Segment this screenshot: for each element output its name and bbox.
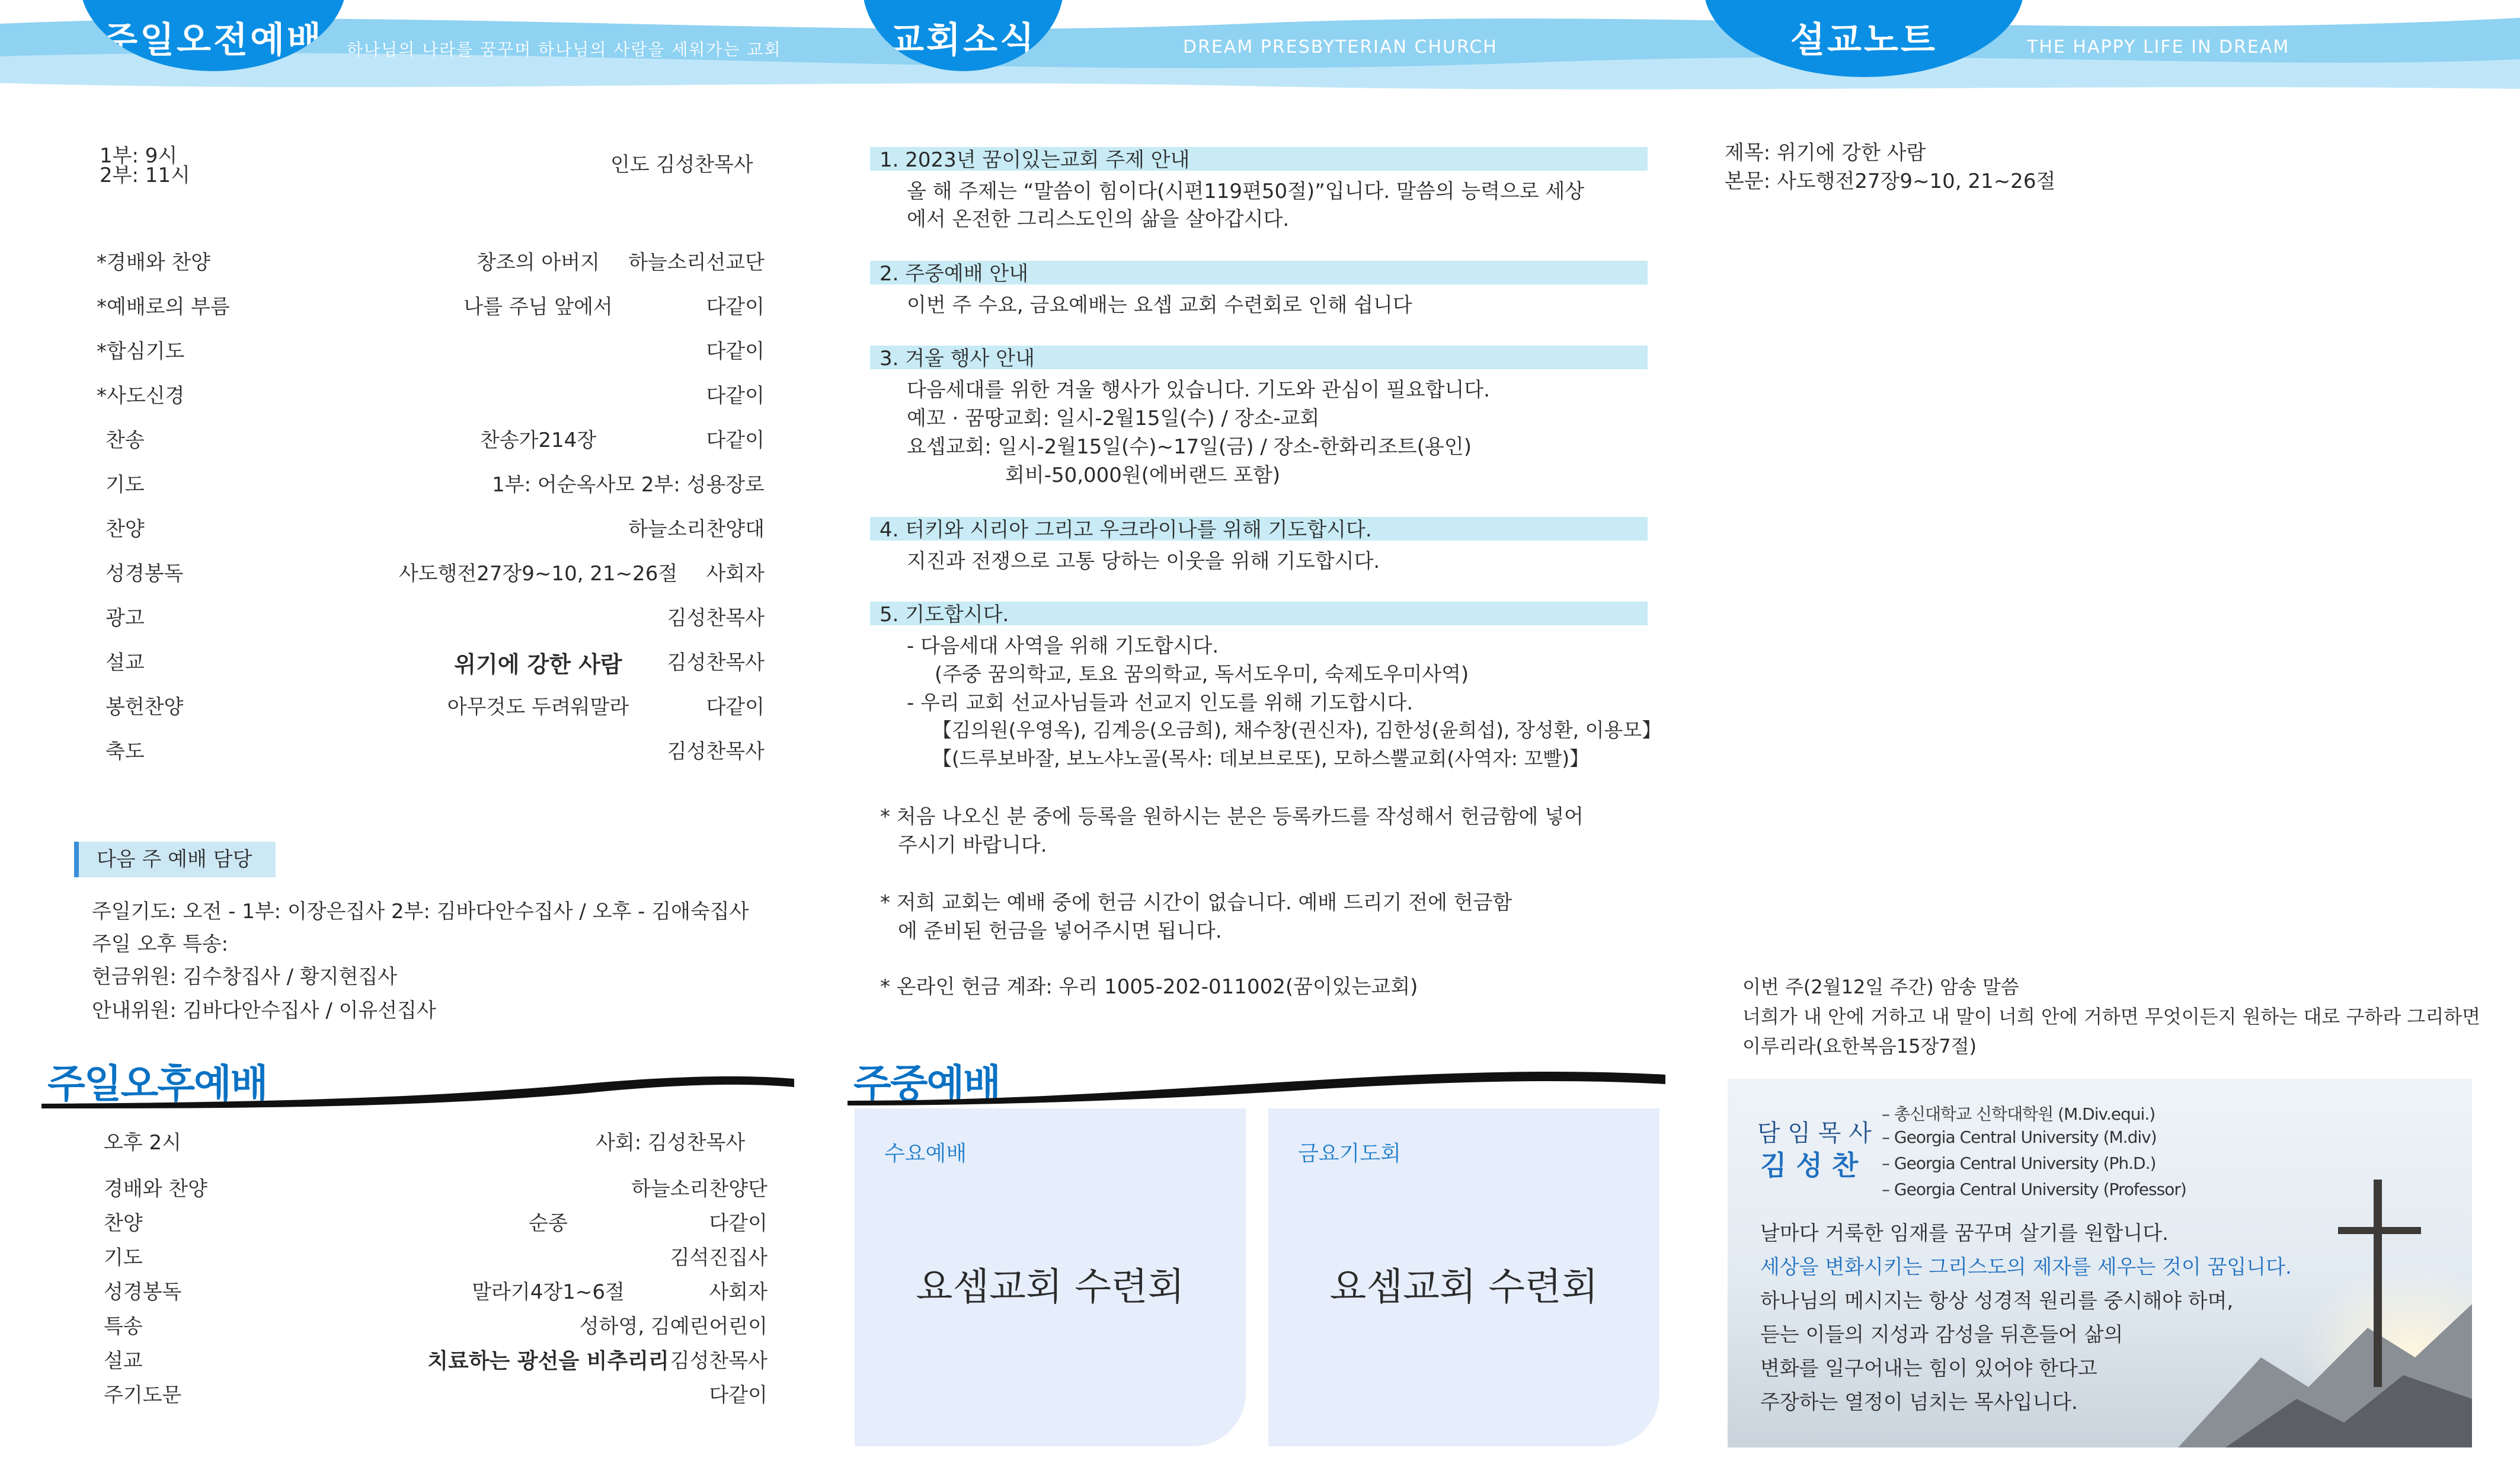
order-person: 김성찬목사	[670, 1349, 767, 1373]
order-label: 봉헌찬양	[105, 695, 184, 719]
notice-heading: 5. 기도합시다.	[870, 602, 1648, 625]
order-row	[105, 557, 765, 593]
notice-heading: 4. 터키와 시리아 그리고 우크라이나를 위해 기도합시다.	[870, 517, 1648, 541]
order-item: 말라기4장1~6절	[472, 1280, 625, 1304]
order-person: 성하영, 김예린어린이	[579, 1315, 767, 1338]
order-label: 축도	[105, 740, 145, 763]
wednesday-service-card	[855, 1108, 1246, 1446]
note-line: 주시기 바랍니다.	[898, 833, 1047, 857]
order-row	[97, 379, 765, 415]
order-item: 순종	[529, 1212, 568, 1235]
notice-heading: 3. 겨울 행사 안내	[870, 346, 1648, 369]
afternoon-swoosh	[41, 1067, 794, 1108]
order-label: 특송	[104, 1315, 143, 1338]
note-line: * 온라인 헌금 계좌: 우리 1005-202-011002(꿈이있는교회)	[880, 975, 1418, 999]
order-row	[97, 335, 765, 370]
order-label: 설교	[105, 651, 145, 675]
notice-heading: 1. 2023년 꿈이있는교회 주제 안내	[870, 147, 1648, 171]
order-label: 기도	[104, 1246, 143, 1270]
order-person: 다같이	[706, 295, 765, 319]
header-title-morning: 주일오전예배	[103, 20, 324, 61]
order-row	[105, 691, 765, 726]
order-row	[104, 1241, 767, 1277]
vision-line: 세상을 변화시키는 그리스도의 제자를 세우는 것이 꿈입니다.	[1760, 1255, 2292, 1279]
vision-line: 날마다 거룩한 임재를 꿈꾸며 살기를 원합니다.	[1760, 1222, 2169, 1245]
order-item: 창조의 아버지	[477, 251, 600, 274]
order-row	[105, 424, 765, 459]
order-person: 다같이	[709, 1383, 767, 1407]
order-item: 찬송가214장	[479, 429, 597, 452]
note-line: * 저희 교회는 예배 중에 헌금 시간이 없습니다. 예배 드리기 전에 헌금함	[880, 891, 1512, 915]
order-item: 사도행전27장9~10, 21~26절	[398, 562, 678, 586]
card-label: 금요기도회	[1298, 1142, 1401, 1166]
order-person: 하늘소리찬양대	[628, 517, 765, 541]
next-week-line: 주일 오후 특송:	[92, 932, 229, 956]
order-label: 성경봉독	[104, 1280, 182, 1304]
notice-heading: 2. 주중예배 안내	[870, 261, 1648, 285]
vision-line: 하나님의 메시지는 항상 성경적 원리를 중시해야 하며,	[1760, 1289, 2234, 1313]
order-person: 다같이	[706, 384, 765, 408]
note-line: * 처음 나오신 분 중에 등록을 원하시는 분은 등록카드를 작성해서 헌금함에 넣어	[880, 805, 1584, 829]
service-time-2: 2부: 11시	[100, 164, 190, 187]
order-person: 다같이	[706, 695, 765, 719]
order-label: 경배와 찬양	[104, 1177, 208, 1201]
order-person: 김성찬목사	[667, 740, 765, 763]
notice-line: (주중 꿈의학교, 토요 꿈의학교, 독서도우미, 숙제도우미사역)	[935, 663, 1469, 686]
notice-line: 【(드루보바잘, 보노샤노골(목사: 데보브로또), 모하스뿔교회(사역자: 꼬빨)】	[932, 747, 1590, 770]
order-label: 설교	[104, 1349, 143, 1373]
notice-line: 다음세대를 위한 겨울 행사가 있습니다. 기도와 관심이 필요합니다.	[907, 378, 1491, 402]
sermon-title: 제목: 위기에 강한 사람	[1725, 141, 1926, 165]
notice-line: 요셉교회: 일시-2월15일(수)~17일(금) / 장소-한화리조트(용인)	[907, 435, 1472, 459]
notice-line: 이번 주 수요, 금요예배는 요셉 교회 수련회로 인해 쉽니다	[907, 293, 1412, 317]
order-row	[104, 1207, 767, 1242]
notice-line: 지진과 전쟁으로 고통 당하는 이웃을 위해 기도합시다.	[907, 549, 1380, 573]
header-tagline-church: 하나님의 나라를 꿈꾸며 하나님의 사람을 세워가는 교회	[347, 40, 782, 59]
midweek-title: 주중예배	[853, 1061, 1000, 1107]
order-label: *경배와 찬양	[97, 251, 211, 274]
next-week-line: 안내위원: 김바다안수집사 / 이유선집사	[92, 999, 436, 1022]
afternoon-time: 오후 2시	[104, 1131, 181, 1155]
order-row	[97, 246, 765, 282]
card-text: 요셉교회 수련회	[916, 1266, 1185, 1309]
order-label: 기도	[105, 473, 145, 497]
header-circle-worship	[80, 0, 347, 71]
education-line: – 총신대학교 신학대학원 (M.Div.equi.)	[1882, 1104, 2156, 1124]
notice-line: 예꼬 · 꿈땅교회: 일시-2월15일(수) / 장소-교회	[907, 407, 1320, 430]
order-row	[104, 1344, 767, 1380]
education-line: – Georgia Central University (Professor)	[1882, 1180, 2186, 1199]
order-person: 하늘소리찬양단	[631, 1177, 767, 1201]
order-person: 사회자	[706, 562, 765, 586]
service-time-1: 1부: 9시	[100, 144, 178, 168]
order-label: 성경봉독	[105, 562, 184, 586]
notice-line: 올 해 주제는 “말씀이 힘이다(시편119편50절)”입니다. 말씀의 능력으로 세상	[907, 180, 1585, 203]
education-line: – Georgia Central University (M.div)	[1882, 1127, 2157, 1147]
next-week-heading: 다음 주 예배 담당	[74, 842, 276, 877]
order-label: 광고	[105, 606, 145, 630]
order-label: *합심기도	[97, 340, 185, 363]
memory-verse-line: 이번 주(2월12일 주간) 암송 말씀	[1742, 976, 2019, 998]
notice-line: - 다음세대 사역을 위해 기도합시다.	[907, 634, 1219, 658]
afternoon-title: 주일오후예배	[47, 1061, 267, 1107]
pastor-profile-card	[1728, 1079, 2472, 1447]
order-row	[104, 1379, 767, 1414]
midweek-swoosh	[848, 1064, 1665, 1105]
order-label: *사도신경	[97, 384, 185, 408]
order-person: 다같이	[706, 340, 765, 363]
order-row	[104, 1276, 767, 1311]
order-person: 김성찬목사	[667, 606, 765, 630]
order-person: 다같이	[706, 429, 765, 452]
notice-line: 에서 온전한 그리스도인의 삶을 살아갑시다.	[907, 207, 1290, 231]
order-label: 주기도문	[104, 1383, 182, 1407]
order-row	[105, 513, 765, 548]
order-person: 하늘소리선교단	[628, 251, 765, 274]
order-row	[97, 290, 765, 326]
notice-line: - 우리 교회 선교사님들과 선교지 인도를 위해 기도합시다.	[907, 691, 1413, 715]
order-person: 김성찬목사	[667, 651, 765, 675]
pastor-title: 담 임 목 사	[1757, 1120, 1872, 1147]
vision-line: 듣는 이들의 지성과 감성을 뒤흔들어 삶의	[1760, 1323, 2124, 1347]
order-row	[104, 1172, 767, 1208]
education-line: – Georgia Central University (Ph.D.)	[1882, 1153, 2156, 1173]
order-person: 다같이	[709, 1212, 767, 1235]
vision-line: 변화를 일구어내는 힘이 있어야 한다고	[1760, 1357, 2097, 1380]
order-row	[105, 735, 765, 771]
order-person: 사회자	[709, 1280, 767, 1304]
header-title-news: 교회소식	[890, 20, 1037, 61]
memory-verse-line: 너희가 내 안에 거하고 내 말이 너희 안에 거하면 무엇이든지 원하는 대로 구하라 그리하면	[1742, 1005, 2481, 1028]
order-person: 1부: 어순옥사모 2부: 성용장로	[492, 473, 765, 497]
header-tagline-happy: THE HAPPY LIFE IN DREAM	[2027, 37, 2290, 57]
pastor-name: 김 성 찬	[1760, 1149, 1859, 1181]
order-label: 찬양	[105, 517, 145, 541]
order-label: *예배로의 부름	[97, 295, 230, 319]
order-row	[104, 1310, 767, 1346]
sermon-passage: 본문: 사도행전27장9~10, 21~26절	[1725, 170, 2056, 193]
note-line: 에 준비된 헌금을 넣어주시면 됩니다.	[898, 919, 1222, 943]
vision-line: 주장하는 열정이 넘치는 목사입니다.	[1760, 1391, 2078, 1414]
next-week-line: 헌금위원: 김수창집사 / 황지현집사	[92, 965, 398, 989]
order-item: 나를 주님 앞에서	[463, 295, 613, 319]
order-item: 아무것도 두려워말라	[447, 695, 629, 719]
notice-line: 회비-50,000원(에버랜드 포함)	[1005, 464, 1281, 487]
header-title-sermon: 설교노트	[1790, 20, 1937, 61]
memory-verse-line: 이루리라(요한복음15장7절)	[1742, 1035, 1977, 1057]
notice-line: 【김의원(우영옥), 김계응(오금희), 채수창(권신자), 김한성(윤희섭), 장성환, 이용모】	[932, 718, 1662, 742]
afternoon-host: 사회: 김성찬목사	[596, 1131, 746, 1155]
header-circle-news	[862, 0, 1064, 71]
card-label: 수요예배	[884, 1142, 967, 1166]
order-item: 위기에 강한 사람	[454, 651, 622, 678]
header-tagline-dream: DREAM PRESBYTERIAN CHURCH	[1183, 37, 1498, 57]
order-row	[105, 646, 765, 682]
service-leader: 인도 김성찬목사	[610, 153, 753, 177]
friday-prayer-card	[1268, 1108, 1659, 1446]
order-person: 김석진집사	[670, 1246, 767, 1270]
order-item: 치료하는 광선을 비추리리	[427, 1349, 669, 1373]
order-row	[105, 468, 765, 504]
order-label: 찬송	[105, 429, 145, 452]
card-text: 요셉교회 수련회	[1329, 1266, 1598, 1309]
order-label: 찬양	[104, 1212, 143, 1235]
next-week-line: 주일기도: 오전 - 1부: 이장은집사 2부: 김바다안수집사 / 오후 - 김애숙집사	[92, 900, 749, 923]
order-row	[105, 602, 765, 637]
